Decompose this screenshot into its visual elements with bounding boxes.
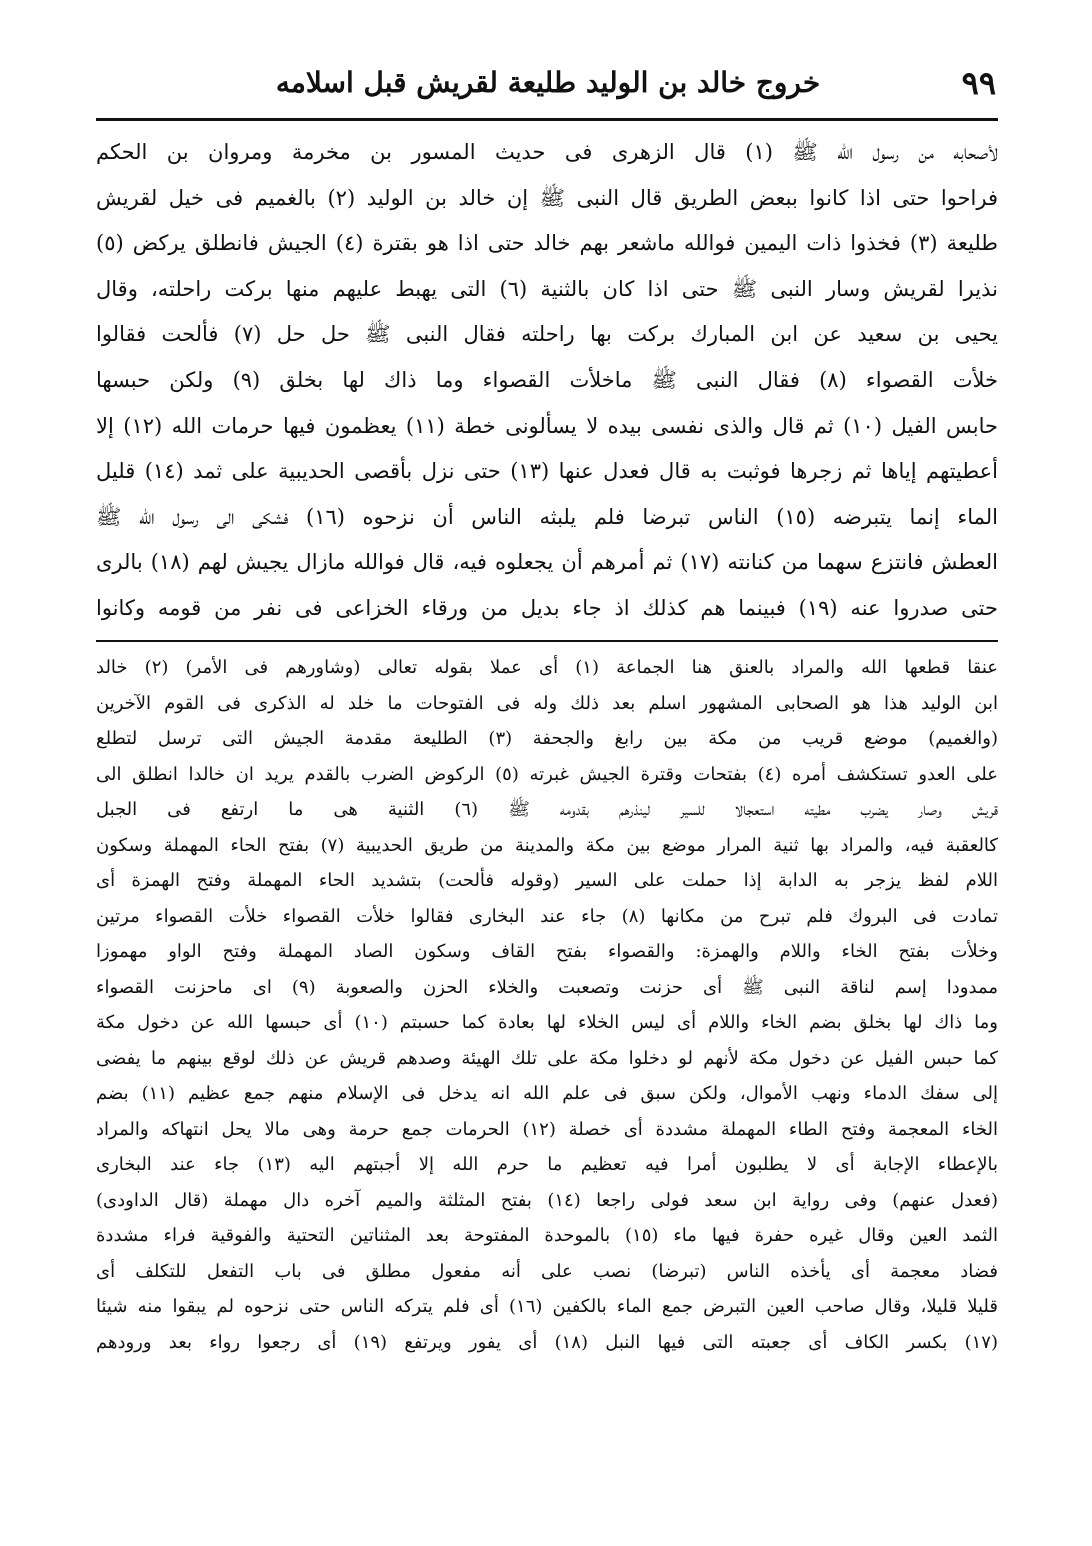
footnote-line: اللام لفظ يزجر به الدابة إذا حملت على السير (وقوله فألحت) بتشديد الحاء المهملة وفتح الهمزة أى	[96, 870, 998, 891]
main-text-line: أعطيتهم إياها ثم زجرها فوثبت به قال فعدل عنها (١٣) حتى نزل بأقصى الحديبية على ثمد (١٤) قليل	[96, 459, 998, 484]
footnote-line: إلى سفك الدماء ونهب الأموال، ولكن سبق فى علم الله انه يدخل فى الإسلام منهم جمع عظيم (١١) بضم	[96, 1083, 998, 1104]
footnote-line: كما حبس الفيل عن دخول مكة لأنهم لو دخلوا مكة على تلك الهيئة وصدهم قريش عن ذلك لوقع بينهم ما يفضى	[96, 1047, 998, 1069]
footnote-line: عنقا قطعها الله والمراد بالعنق هنا الجماعة (١) أى عملا بقوله تعالى (وشاورهم فى الأمر) (٢) خالد	[96, 657, 998, 678]
main-text-line: لأصحابه من رسول الله ﷺ (١) قال الزهرى فى حديث المسور بن مخرمة ومروان بن الحكم	[96, 140, 998, 164]
main-text-line: حتى صدروا عنه (١٩) فبينما هم كذلك اذ جاء بديل من ورقاء الخزاعى فى نفر من قومه وكانوا	[96, 595, 998, 620]
running-title: خروج خالد بن الوليد طليعة لقريش قبل اسلامه	[275, 66, 821, 99]
footnote-line: كالعقبة فيه، والمراد بها ثنية المرار موضع بين مكة والمدينة من طريق الحديبية (٧) بفتح الحاء المهملة وسكون	[96, 834, 998, 856]
footnote-line: قريش وصار يضرب مطيته استعجالا للسير لينذرهم بقدومه ﷺ (٦) الثنية هى ما ارتفع فى الجبل	[96, 799, 998, 820]
footnotes	[96, 650, 998, 1396]
footnote-line: قليلا قليلا، وقال صاحب العين التبرض جمع الماء بالكفين (١٦) أى فلم يتركه الناس حتى نزحوه لم يبقوا منه شيئا	[96, 1296, 998, 1317]
footnote-line: فضاد معجمة أى يأخذه الناس (تبرضا) نصب على أنه مفعول مطلق فى باب التفعل للتكلف أى	[96, 1260, 998, 1282]
main-text-line: الماء إنما يتبرضه (١٥) الناس تبرضا فلم يلبثه الناس أن نزحوه (١٦) فشكى الى رسول الله ﷺ	[96, 504, 998, 529]
footnote-line: بالإعطاء الإجابة أى لا يطلبون أمرا فيه تعظيم ما حرم الله إلا أجبتهم اليه (١٣) جاء عند البخارى	[96, 1154, 998, 1175]
main-text-line: طليعة (٣) فخذوا ذات اليمين فوالله ماشعر بهم خالد حتى اذا هو بقترة (٤) الجيش فانطلق يركض (٥)	[96, 231, 998, 256]
footnote-line: (فعدل عنهم) وفى رواية ابن سعد فولى راجعا (١٤) بفتح المثلثة والميم آخره دال مهملة (قال الداودى)	[96, 1189, 998, 1211]
page-header	[100, 60, 996, 116]
page-number: ٩٩	[961, 64, 996, 102]
main-text-line: العطش فانتزع سهما من كنانته (١٧) ثم أمرهم أن يجعلوه فيه، قال فوالله مازال يجيش لهم (١٨) بالرى	[96, 550, 998, 575]
main-text-line: يحيى بن سعيد عن ابن المبارك بركت بها راحلته فقال النبى ﷺ حل حل (٧) فألحت فقالوا	[96, 322, 998, 347]
header-rule	[96, 118, 998, 121]
footnote-line: (١٧) بكسر الكاف أى جعبته التى فيها النبل (١٨) أى يفور ويرتفع (١٩) أى رجعوا رواء بعد ورودهم	[96, 1331, 998, 1353]
footnote-line: وخلأت بفتح الخاء واللام والهمزة: والقصواء بفتح القاف وسكون الصاد المهملة وفتح الواو مهموزا	[96, 941, 998, 962]
main-text-line: فراحوا حتى اذا كانوا ببعض الطريق قال النبى ﷺ إن خالد بن الوليد (٢) بالغميم فى خيل لقريش	[96, 185, 998, 210]
footnote-separator	[96, 640, 998, 642]
footnote-line: ابن الوليد هذا هو الصحابى المشهور اسلم بعد ذلك وله فى الفتوحات ما خلد له الذكرى فى القوم الآخرين	[96, 692, 998, 714]
main-text-line: خلأت القصواء (٨) فقال النبى ﷺ ماخلأت القصواء وما ذاك لها بخلق (٩) ولكن حبسها	[96, 367, 998, 392]
footnote-line: وما ذاك لها بخلق بضم الخاء واللام أى ليس الخلاء لها بعادة كما حسبتم (١٠) أى حبسها الله عن دخول مكة	[96, 1012, 998, 1033]
footnote-line: على العدو تستكشف أمره (٤) بفتحات وقترة الجيش غبرته (٥) الركوض الضرب بالقدم يريد ان خالدا انطلق الى	[96, 763, 998, 785]
footnote-line	[96, 1360, 998, 1396]
footnote-line: الخاء المعجمة وفتح الطاء المهملة مشددة أى خصلة (١٢) الحرمات جمع حرمة وهى مالا يحل انتهاكه والمراد	[96, 1118, 998, 1140]
footnote-line: ممدودا إسم لناقة النبى ﷺ أى حزنت وتصعبت والخلاء الحزن والصعوبة (٩) اى ماحزنت القصواء	[96, 976, 998, 998]
footnote-line: الثمد العين وقال غيره حفرة فيها ماء (١٥) بالموحدة المفتوحة بعد المثناتين التحتية والفوقية فراء مشددة	[96, 1225, 998, 1246]
footnote-line: (والغميم) موضع قريب من مكة بين رابغ والجحفة (٣) الطليعة مقدمة الجيش التى ترسل لتطلع	[96, 728, 998, 749]
footnote-line: تمادت فى البروك فلم تبرح من مكانها (٨) جاء عند البخارى فقالوا خلأت القصواء خلأت القصواء مرتين	[96, 905, 998, 927]
main-text-line: نذيرا لقريش وسار النبى ﷺ حتى اذا كان بالثنية (٦) التى يهبط عليهم منها بركت راحلته، وقال	[96, 276, 998, 301]
main-text-line: حابس الفيل (١٠) ثم قال والذى نفسى بيده لا يسألونى خطة (١١) يعظمون فيها حرمات الله (١٢) إلا	[96, 413, 998, 438]
main-text	[96, 130, 998, 632]
